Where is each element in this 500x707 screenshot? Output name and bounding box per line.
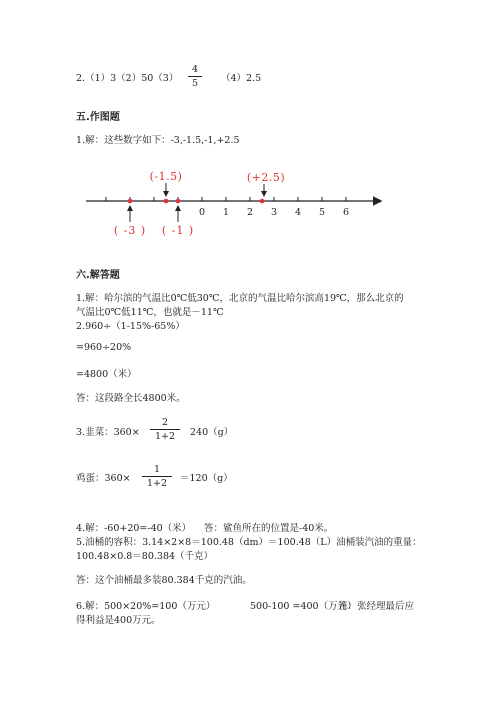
- point-minus-1: [176, 199, 181, 204]
- label-minus-1-5: (-1.5): [149, 170, 183, 183]
- fraction-denominator: 1+2: [146, 478, 168, 489]
- section-6-q2-line1: 2.960÷（1-15%-65%）: [76, 321, 185, 332]
- fraction-numerator: 4: [191, 64, 199, 75]
- fraction-denominator: 1+2: [154, 431, 176, 442]
- section-6-q1-line2: 气温比0℃低11℃，也就是－11℃: [76, 307, 224, 318]
- label-plus-2-5: (+2.5): [246, 171, 286, 184]
- section-6-q6-line2: 得利益是400万元。: [76, 615, 161, 626]
- section-6-q2-line3: =4800（米）: [76, 369, 137, 380]
- section-6-q2-answer: 答：这段路全长4800米。: [76, 393, 186, 404]
- point-minus-1-5: [164, 199, 169, 204]
- section-6-q6-part1: 6.解：500×20%=100（万元）: [76, 601, 216, 612]
- section-6-q3-b-prefix: 鸡蛋：360×: [76, 473, 131, 484]
- fraction-bar: [142, 476, 172, 477]
- axis-ticks: [106, 197, 346, 201]
- q3-a-fraction: [150, 417, 180, 442]
- fraction-bar: [150, 429, 180, 430]
- section-6-q6-part2: 500-100 =400（万元）: [250, 601, 357, 612]
- section-6-q4-text: 4.解：-60+20=-40（米）: [76, 523, 192, 534]
- section-6-q3-b-result: ＝120（g）: [180, 473, 233, 484]
- tick-label-5: 5: [318, 207, 326, 218]
- section-5-q1-text: 1.解：这些数字如下：-3,-1.5,-1,+2.5: [76, 135, 240, 146]
- section-6-q5-answer: 答：这个油桶最多装80.384千克的汽油。: [76, 575, 252, 586]
- tick-label-1: 1: [222, 207, 230, 218]
- fraction-numerator: 1: [153, 464, 161, 475]
- number-line-figure: [80, 164, 390, 244]
- section-6-q1-line1: 1.解：哈尔滨的气温比0℃低30℃，北京的气温比哈尔滨高19℃，那么北京的: [76, 293, 404, 304]
- label-minus-3: ( -3 ): [113, 224, 147, 237]
- fraction-numerator: 2: [161, 417, 169, 428]
- point-plus-2-5: [260, 199, 265, 204]
- q2-answer-suffix: （4）2.5: [221, 73, 262, 84]
- fraction-bar: [188, 76, 202, 77]
- section-6-q3-a-prefix: 3.韭菜：360×: [76, 427, 140, 438]
- label-minus-1: ( -1 ): [161, 224, 195, 237]
- section-6-q6-part3: 答：张经理最后应: [338, 601, 415, 612]
- tick-label-3: 3: [270, 207, 278, 218]
- section-6-q3-a-result: 240（g）: [190, 427, 234, 438]
- section-6-q5-line2: 100.48×0.8＝80.384（千克）: [76, 551, 214, 562]
- tick-label-0: 0: [198, 207, 206, 218]
- q2-answer-prefix: 2.（1）3（2）50（3）: [76, 73, 179, 84]
- section-6-q5-line1: 5.油桶的容积：3.14×2×8＝100.48（dm）＝100.48（L）油桶装汽油的重量：: [76, 537, 422, 548]
- q2-answer-fraction: [188, 64, 202, 89]
- fraction-denominator: 5: [191, 78, 199, 89]
- q3-b-fraction: [142, 464, 172, 489]
- section-6-q2-line2: =960÷20%: [76, 342, 132, 353]
- tick-label-2: 2: [246, 207, 254, 218]
- section-5-title: 五.作图题: [76, 112, 120, 123]
- section-6-q4-answer: 答：鲨鱼所在的位置是-40米。: [204, 523, 334, 534]
- tick-label-4: 4: [294, 207, 302, 218]
- tick-label-6: 6: [342, 207, 350, 218]
- section-6-title: 六.解答题: [76, 270, 120, 281]
- point-minus-3: [128, 199, 133, 204]
